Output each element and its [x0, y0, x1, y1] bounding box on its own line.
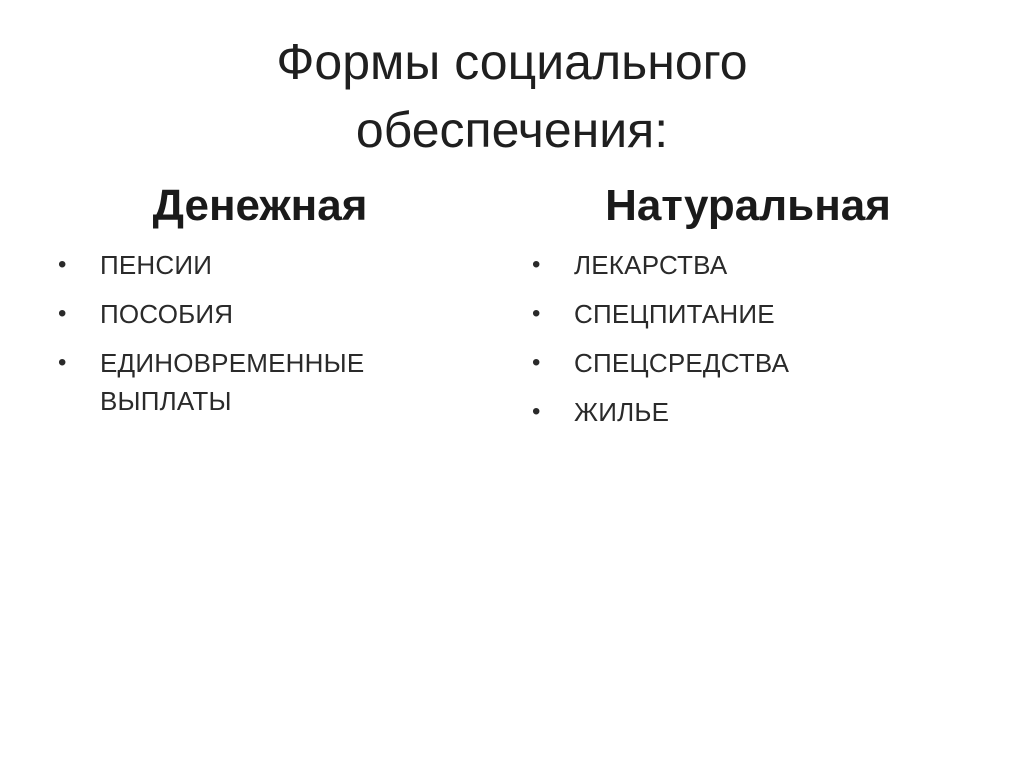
list-item-text: ПОСОБИЯ: [100, 299, 234, 329]
bullet-icon: •: [532, 349, 541, 376]
bullet-icon: •: [58, 349, 67, 376]
list-item: [54, 344, 454, 420]
bullet-icon: •: [532, 300, 541, 327]
list-item-text: ПЕНСИИ: [100, 250, 213, 280]
bullet-icon: •: [58, 251, 67, 278]
bullet-icon: •: [58, 300, 67, 327]
list-item: [528, 246, 948, 284]
slide-title: [0, 28, 1024, 164]
list-item: [528, 393, 948, 431]
column-heading-in-kind: Натуральная: [605, 181, 891, 230]
bullet-icon: •: [532, 398, 541, 425]
list-item-text: ЛЕКАРСТВА: [574, 250, 728, 280]
list-item-text: ЖИЛЬЕ: [574, 397, 670, 427]
list-item-text: ЕДИНОВРЕМЕННЫЕ ВЫПЛАТЫ: [100, 348, 365, 416]
list-item: [54, 246, 454, 284]
list-item: [528, 344, 948, 382]
monetary-list: [54, 246, 454, 431]
list-item: [528, 295, 948, 333]
column-heading-monetary: Денежная: [152, 181, 368, 230]
in-kind-list: [528, 246, 948, 442]
list-item: [54, 295, 454, 333]
slide-title-line-1: Формы социального: [276, 34, 748, 90]
list-item-text: СПЕЦСРЕДСТВА: [574, 348, 790, 378]
list-item-text: СПЕЦПИТАНИЕ: [574, 299, 775, 329]
slide-title-line-2: обеспечения:: [355, 102, 669, 158]
bullet-icon: •: [532, 251, 541, 278]
